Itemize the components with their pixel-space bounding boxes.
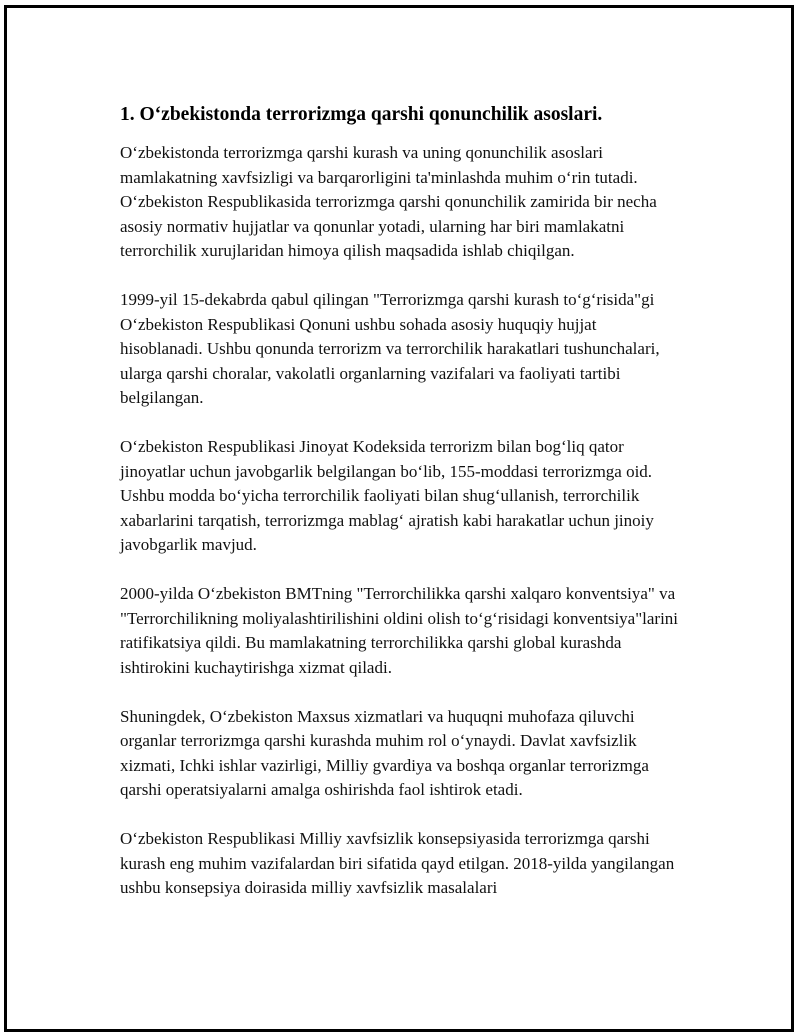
- section-heading: 1. O‘zbekistonda terrorizmga qarshi qonunchilik asoslari.: [120, 104, 603, 125]
- paragraph-intro: O‘zbekistonda terrorizmga qarshi kurash va uning qonunchilik asoslari mamlakatning xavfsizligi va barqarorligini ta'minlashda muhim o‘rin tutadi. O‘zbekiston Respublikasida terrorizmga qarshi qonunchilik zamirida bir necha asosiy normativ hujjatlar va qonunlar yotadi, ularning har biri mamlakatni terrorchilik xurujlaridan himoya qilish maqsadida ishlab chiqilgan.: [120, 143, 657, 260]
- page-frame: [4, 5, 794, 1032]
- paragraph-security-concept: O‘zbekiston Respublikasi Milliy xavfsizlik konsepsiyasida terrorizmga qarshi kurash eng muhim vazifalardan biri sifatida qayd etilgan. 2018-yilda yangilangan ushbu konsepsiya doirasida milliy xavfsizlik masalalari: [120, 829, 675, 897]
- paragraph-criminal-code: O‘zbekiston Respublikasi Jinoyat Kodeksida terrorizm bilan bog‘liq qator jinoyatlar uchun javobgarlik belgilangan bo‘lib, 155-moddasi terrorizmga oid. Ushbu modda bo‘yicha terrorchilik faoliyati bilan shug‘ullanish, terrorchilik xabarlarini tarqatish, terrorizmga mablag‘ ajratish kabi harakatlar uchun jinoiy javobgarlik mavjud.: [120, 437, 654, 554]
- paragraph-law-1999: 1999-yil 15-dekabrda qabul qilingan "Terrorizmga qarshi kurash to‘g‘risida"gi O‘zbekiston Respublikasi Qonuni ushbu sohada asosiy huquqiy hujjat hisoblanadi. Ushbu qonunda terrorizm va terrorchilik harakatlari tushunchalari, ularga qarshi choralar, vakolatli organlarning vazifalari va faoliyati tartibi belgilangan.: [120, 290, 660, 407]
- document-body: [120, 102, 680, 925]
- paragraph-special-services: Shuningdek, O‘zbekiston Maxsus xizmatlari va huquqni muhofaza qiluvchi organlar terrorizmga qarshi kurashda muhim rol o‘ynaydi. Davlat xavfsizlik xizmati, Ichki ishlar vazirligi, Milliy gvardiya va boshqa organlar terrorizmga qarshi operatsiyalarni amalga oshirishda faol ishtirok etadi.: [120, 706, 649, 799]
- paragraph-un-conventions: 2000-yilda O‘zbekiston BMTning "Terrorchilikka qarshi xalqaro konventsiya" va "Terrorchilikning moliyalashtirilishini oldini olish to‘g‘risidagi konventsiya"larini ratifikatsiya qildi. Bu mamlakatning terrorchilikka qarshi global kurashda ishtirokini kuchaytirishga xizmat qiladi.: [120, 584, 679, 677]
